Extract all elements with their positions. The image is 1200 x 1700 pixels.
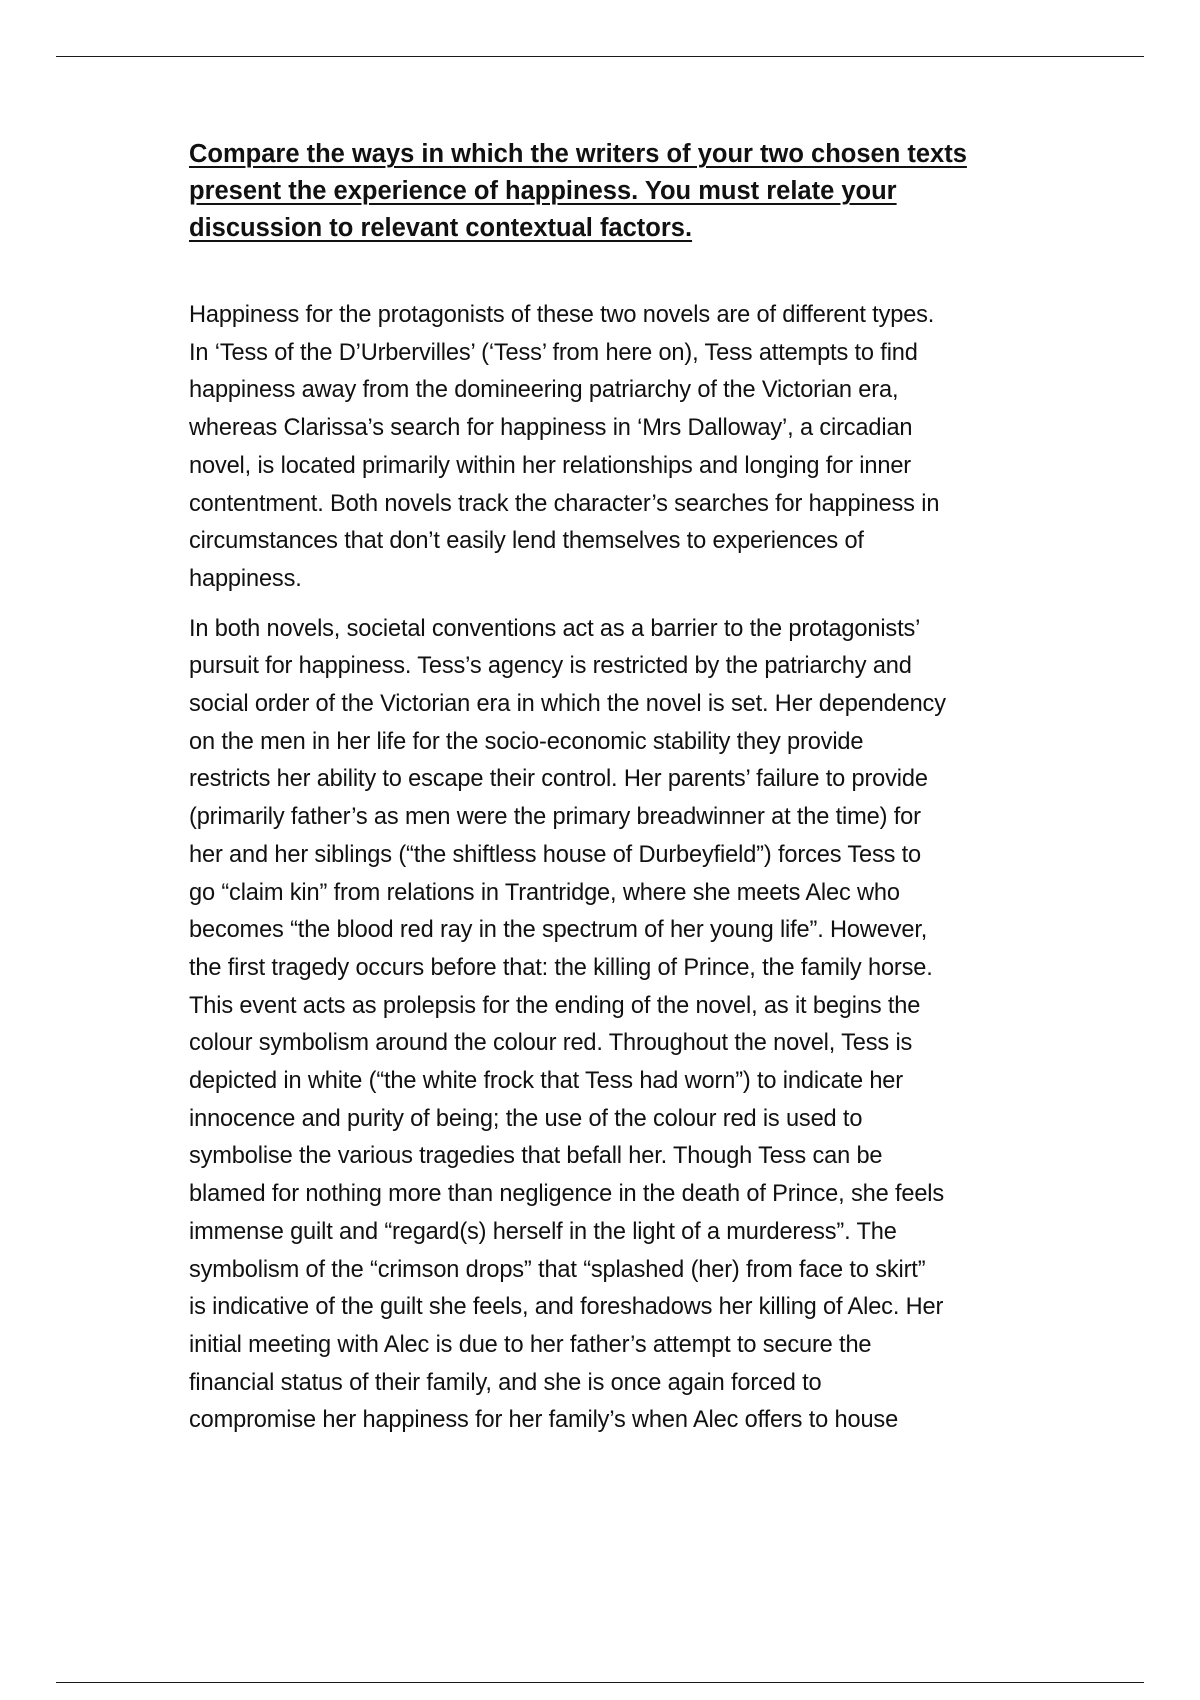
text-line: becomes “the blood red ray in the spectrum of her young life”. However, — [189, 917, 928, 944]
header-rule — [56, 56, 1144, 57]
text-line: immense guilt and “regard(s) herself in the light of a murderess”. The — [189, 1218, 897, 1245]
text-line: depicted in white (“the white frock that Tess had worn”) to indicate her — [189, 1068, 903, 1095]
text-line: on the men in her life for the socio-economic stability they provide — [189, 728, 864, 755]
text-line: In both novels, societal conventions act as a barrier to the protagonists’ — [189, 615, 921, 642]
text-line: restricts her ability to escape their control. Her parents’ failure to provide — [189, 766, 928, 793]
text-line: her and her siblings (“the shiftless house of Durbeyfield”) forces Tess to — [189, 841, 922, 868]
text-line: symbolise the various tragedies that befall her. Though Tess can be — [189, 1143, 883, 1170]
title-line: discussion to relevant contextual factors. — [189, 214, 693, 242]
text-line: innocence and purity of being; the use of the colour red is used to — [189, 1105, 863, 1132]
text-line: financial status of their family, and she is once again forced to — [189, 1369, 822, 1396]
text-line: blamed for nothing more than negligence in the death of Prince, she feels — [189, 1181, 945, 1208]
text-line: novel, is located primarily within her relationships and longing for inner — [189, 452, 912, 479]
text-line: This event acts as prolepsis for the ending of the novel, as it begins the — [189, 992, 921, 1019]
text-line: initial meeting with Alec is due to her father’s attempt to secure the — [189, 1331, 872, 1358]
text-line: In ‘Tess of the D’Urbervilles’ (‘Tess’ from here on), Tess attempts to find — [189, 339, 918, 366]
text-line: happiness. — [189, 565, 302, 592]
text-line: symbolism of the “crimson drops” that “splashed (her) from face to skirt” — [189, 1256, 926, 1283]
essay-question-title — [189, 136, 1049, 247]
paragraph-body — [189, 611, 1049, 1440]
text-line: whereas Clarissa’s search for happiness in ‘Mrs Dalloway’, a circadian — [189, 415, 913, 442]
title-line: present the experience of happiness. You must relate your — [189, 177, 897, 205]
text-line: social order of the Victorian era in which the novel is set. Her dependency — [189, 691, 946, 718]
text-line: Happiness for the protagonists of these two novels are of different types. — [189, 302, 935, 328]
text-line: go “claim kin” from relations in Trantridge, where she meets Alec who — [189, 879, 900, 906]
title-line: Compare the ways in which the writers of your two chosen texts — [189, 140, 967, 168]
text-line: the first tragedy occurs before that: the killing of Prince, the family horse. — [189, 954, 933, 981]
text-line: (primarily father’s as men were the primary breadwinner at the time) for — [189, 804, 921, 831]
text-line: contentment. Both novels track the character’s searches for happiness in — [189, 490, 940, 517]
text-line: compromise her happiness for her family’s when Alec offers to house — [189, 1407, 899, 1434]
text-line: pursuit for happiness. Tess’s agency is restricted by the patriarchy and — [189, 653, 912, 680]
paragraph-introduction — [189, 297, 1049, 599]
text-line: happiness away from the domineering patriarchy of the Victorian era, — [189, 377, 899, 404]
document-body — [189, 136, 1049, 1440]
footer-rule — [56, 1682, 1144, 1683]
text-line: circumstances that don’t easily lend themselves to experiences of — [189, 528, 864, 555]
text-line: colour symbolism around the colour red. Throughout the novel, Tess is — [189, 1030, 913, 1057]
text-line: is indicative of the guilt she feels, and foreshadows her killing of Alec. Her — [189, 1294, 944, 1321]
